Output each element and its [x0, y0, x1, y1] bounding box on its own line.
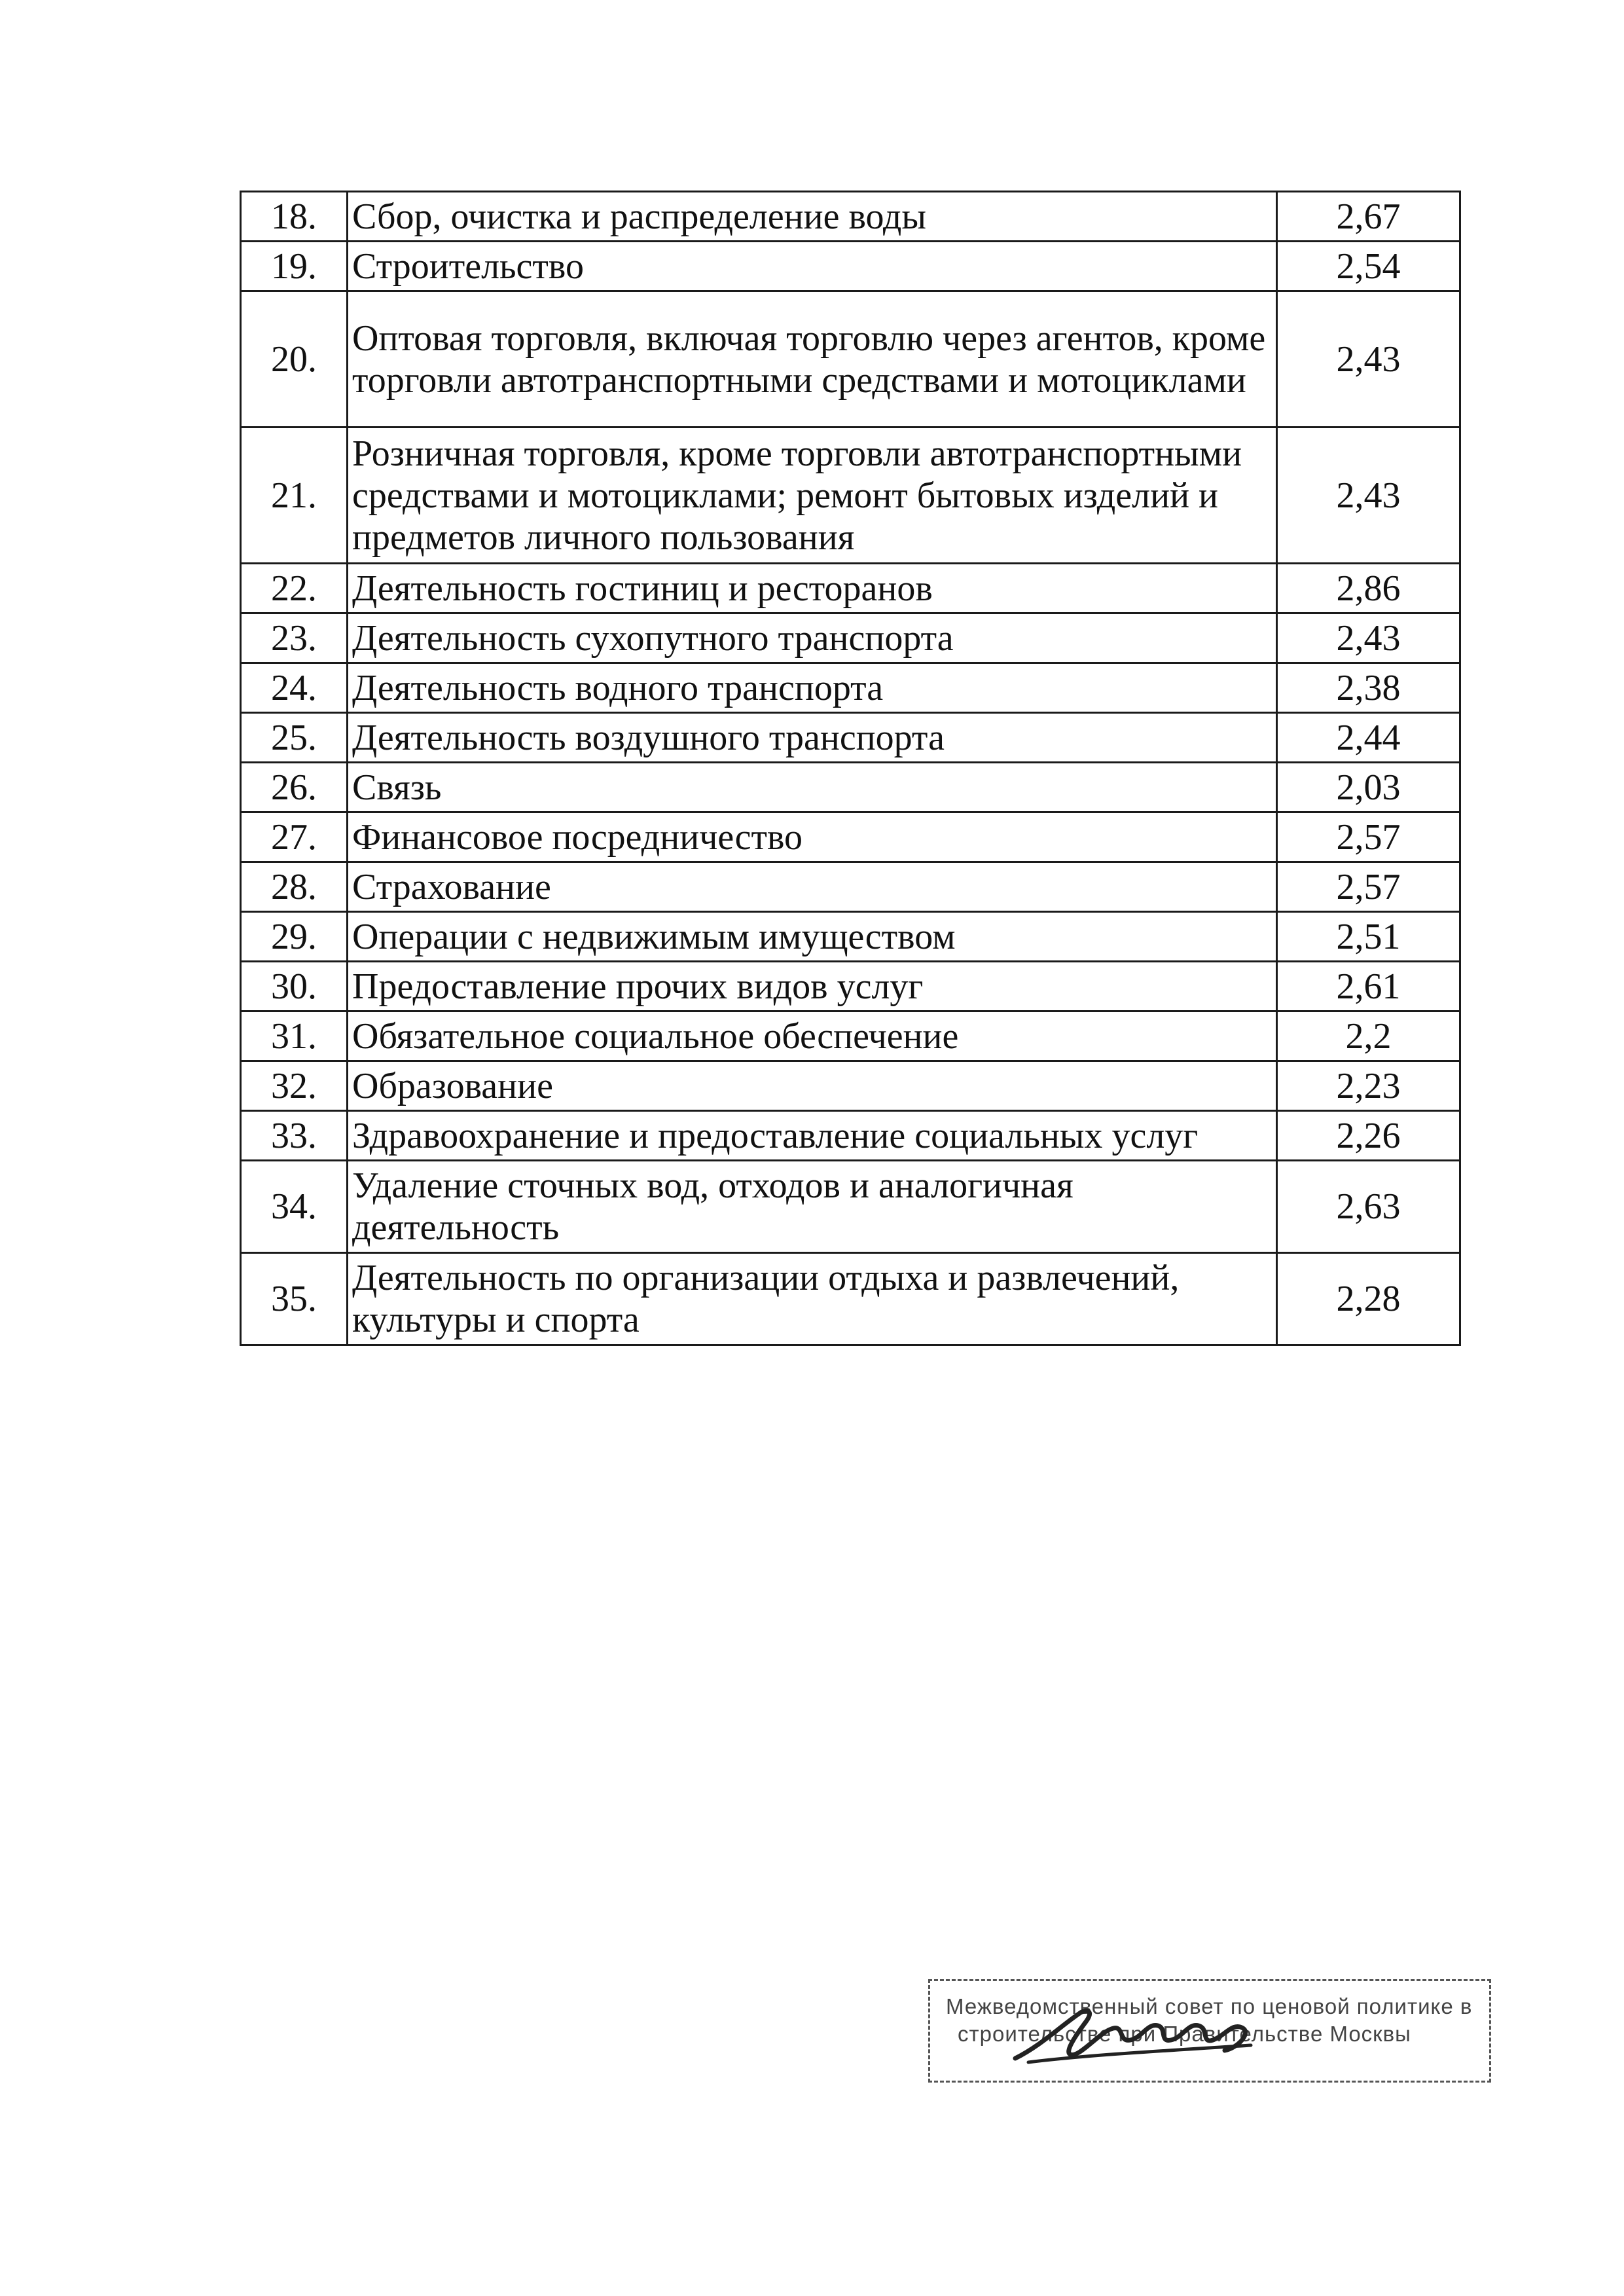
activity-name: Финансовое посредничество: [348, 812, 1277, 862]
row-number: 29.: [241, 912, 348, 962]
row-number: 20.: [241, 291, 348, 428]
stamp-line-1: Межведомственный совет по ценовой политике в: [946, 1994, 1473, 2018]
table-row: [241, 1111, 1460, 1161]
coefficient-value: 2,67: [1277, 192, 1460, 242]
stamp-line-2: строительстве при Правительстве Москвы: [958, 2022, 1411, 2046]
row-number: 28.: [241, 862, 348, 912]
row-number: 26.: [241, 763, 348, 812]
coefficient-value: 2,51: [1277, 912, 1460, 962]
row-number: 24.: [241, 663, 348, 713]
row-number: 19.: [241, 242, 348, 291]
coefficient-value: 2,03: [1277, 763, 1460, 812]
table-row: [241, 564, 1460, 613]
row-number: 25.: [241, 713, 348, 763]
table-row: [241, 1253, 1460, 1345]
coefficient-value: 2,38: [1277, 663, 1460, 713]
activity-name: Розничная торговля, кроме торговли автотранспортными средствами и мотоциклами; ремонт бытовых изделий и предметов личного пользования: [348, 428, 1277, 564]
activity-name: Деятельность водного транспорта: [348, 663, 1277, 713]
activity-name: Деятельность воздушного транспорта: [348, 713, 1277, 763]
table-row: [241, 192, 1460, 242]
council-stamp: [928, 1979, 1491, 2083]
activity-name: Деятельность сухопутного транспорта: [348, 613, 1277, 663]
coefficient-value: 2,23: [1277, 1061, 1460, 1111]
activity-name: Деятельность гостиниц и ресторанов: [348, 564, 1277, 613]
activity-name: Оптовая торговля, включая торговлю через агентов, кроме торговли автотранспортными средствами и мотоциклами: [348, 291, 1277, 428]
row-number: 22.: [241, 564, 348, 613]
activity-name: Сбор, очистка и распределение воды: [348, 192, 1277, 242]
coefficient-value: 2,63: [1277, 1161, 1460, 1253]
coefficient-value: 2,57: [1277, 812, 1460, 862]
activity-name: Страхование: [348, 862, 1277, 912]
coefficient-value: 2,43: [1277, 428, 1460, 564]
coefficient-value: 2,86: [1277, 564, 1460, 613]
coefficient-value: 2,43: [1277, 291, 1460, 428]
coefficient-value: 2,2: [1277, 1011, 1460, 1061]
table-row: [241, 1161, 1460, 1253]
table-body: [241, 192, 1460, 1345]
activity-name: Образование: [348, 1061, 1277, 1111]
table-row: [241, 1011, 1460, 1061]
row-number: 18.: [241, 192, 348, 242]
coefficients-table: [240, 191, 1461, 1346]
activity-name: Строительство: [348, 242, 1277, 291]
activity-name: Операции с недвижимым имуществом: [348, 912, 1277, 962]
table-row: [241, 291, 1460, 428]
table-row: [241, 763, 1460, 812]
coefficient-value: 2,28: [1277, 1253, 1460, 1345]
activity-name: Здравоохранение и предоставление социальных услуг: [348, 1111, 1277, 1161]
row-number: 30.: [241, 962, 348, 1011]
activity-name: Обязательное социальное обеспечение: [348, 1011, 1277, 1061]
table-row: [241, 713, 1460, 763]
coefficient-value: 2,57: [1277, 862, 1460, 912]
row-number: 32.: [241, 1061, 348, 1111]
coefficient-value: 2,43: [1277, 613, 1460, 663]
coefficient-value: 2,61: [1277, 962, 1460, 1011]
row-number: 27.: [241, 812, 348, 862]
row-number: 23.: [241, 613, 348, 663]
table-row: [241, 912, 1460, 962]
table-row: [241, 962, 1460, 1011]
row-number: 35.: [241, 1253, 348, 1345]
activity-name: Предоставление прочих видов услуг: [348, 962, 1277, 1011]
activity-name: Деятельность по организации отдыха и развлечений, культуры и спорта: [348, 1253, 1277, 1345]
table-row: [241, 428, 1460, 564]
activity-name: Связь: [348, 763, 1277, 812]
coefficient-value: 2,44: [1277, 713, 1460, 763]
handwritten-signature: [1002, 1999, 1277, 2071]
coefficient-value: 2,26: [1277, 1111, 1460, 1161]
table-row: [241, 242, 1460, 291]
coefficient-value: 2,54: [1277, 242, 1460, 291]
activity-name: Удаление сточных вод, отходов и аналогичная деятельность: [348, 1161, 1277, 1253]
row-number: 33.: [241, 1111, 348, 1161]
row-number: 31.: [241, 1011, 348, 1061]
row-number: 34.: [241, 1161, 348, 1253]
table-row: [241, 862, 1460, 912]
table-row: [241, 812, 1460, 862]
table-row: [241, 663, 1460, 713]
table-row: [241, 613, 1460, 663]
row-number: 21.: [241, 428, 348, 564]
table-row: [241, 1061, 1460, 1111]
